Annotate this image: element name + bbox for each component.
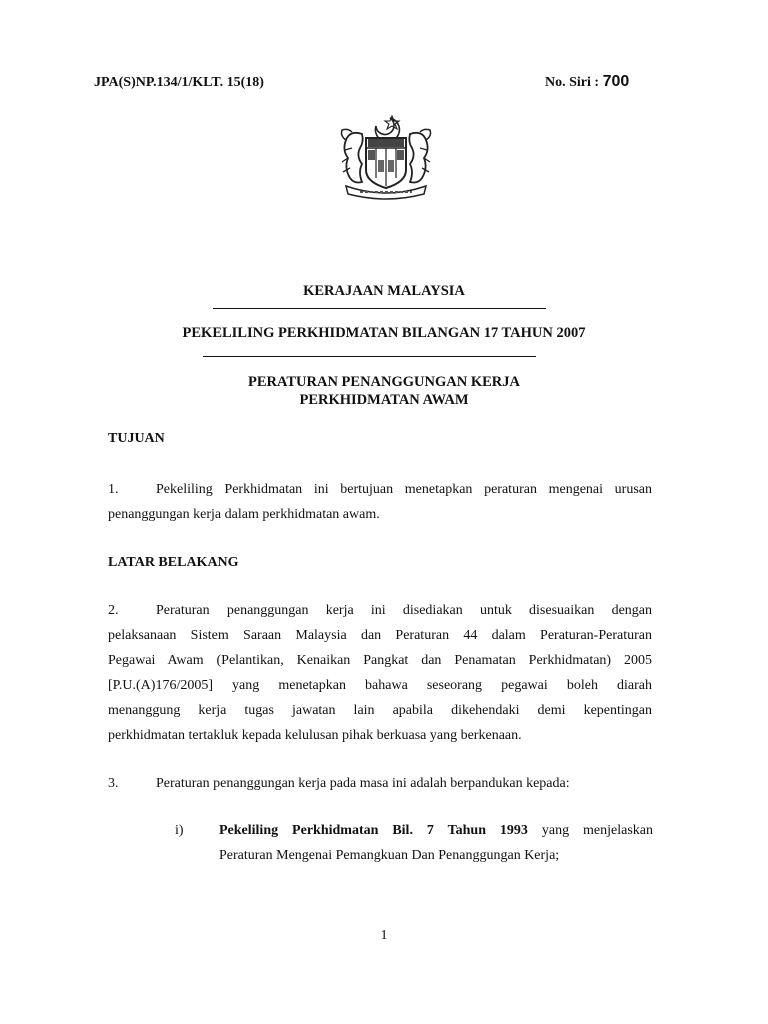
paragraph-2-line-1 [108,598,652,623]
paragraph-text: Pekeliling Perkhidmatan ini bertujuan menetapkan peraturan mengenai urusan [156,482,652,497]
paragraph-number: 3. [108,776,119,791]
subject-title-line-2: PERKHIDMATAN AWAM [299,392,469,408]
government-title: KERAJAAN MALAYSIA [303,283,465,299]
list-item-line-1 [219,818,653,843]
paragraph-2 [108,598,652,748]
serial-label: No. Siri : [545,75,603,90]
list-item-text: yang menjelaskan [527,823,654,838]
serial-number [545,73,629,91]
list-item-line-2: Peraturan Mengenai Pemangkuan Dan Penanggungan Kerja; [219,848,560,863]
page-number: 1 [380,928,388,943]
paragraph-1-line-2: penanggungan kerja dalam perkhidmatan awam. [108,507,380,522]
paragraph-2-line-6: perkhidmatan tertakluk kepada kelulusan pihak berkuasa yang berkenaan. [108,728,522,743]
subject-title-line-1: PERATURAN PENANGGUNGAN KERJA [247,374,520,390]
paragraph-number: 1. [108,482,119,497]
title-rule-2 [203,356,536,357]
section-heading-tujuan: TUJUAN [108,431,165,446]
paragraph-2-line-3: Pegawai Awam (Pelantikan, Kenaikan Pangkat dan Penamatan Perkhidmatan) 2005 [108,653,652,668]
paragraph-2-line-2: pelaksanaan Sistem Saraan Malaysia dan Peraturan 44 dalam Peraturan-Peraturan [108,628,652,643]
paragraph-1-line-1 [108,477,652,502]
circular-reference-bold: Pekeliling Perkhidmatan Bil. 7 Tahun 1993 [219,823,528,838]
malaysia-coat-of-arms-icon [332,112,440,200]
paragraph-2-line-4: [P.U.(A)176/2005] yang menetapkan bahawa seseorang pegawai boleh diarah [108,678,652,693]
list-item-i [175,818,653,868]
circular-title: PEKELILING PERKHIDMATAN BILANGAN 17 TAHUN 2007 [182,325,586,341]
paragraph-number: 2. [108,603,119,618]
paragraph-3 [108,771,652,796]
paragraph-text: Peraturan penanggungan kerja ini disediakan untuk disesuaikan dengan [156,603,652,618]
section-heading-latar-belakang: LATAR BELAKANG [108,555,239,570]
paragraph-text: Peraturan penanggungan kerja pada masa ini adalah berpandukan kepada: [156,776,570,791]
paragraph-3-line-1 [108,771,652,796]
document-reference: JPA(S)NP.134/1/KLT. 15(18) [94,75,264,90]
list-item-label: i) [175,823,184,838]
paragraph-1 [108,477,652,527]
serial-value: 700 [602,73,630,90]
paragraph-2-line-5: menanggung kerja tugas jawatan lain apabila dikehendaki demi kepentingan [108,703,652,718]
title-rule-1 [213,308,546,309]
